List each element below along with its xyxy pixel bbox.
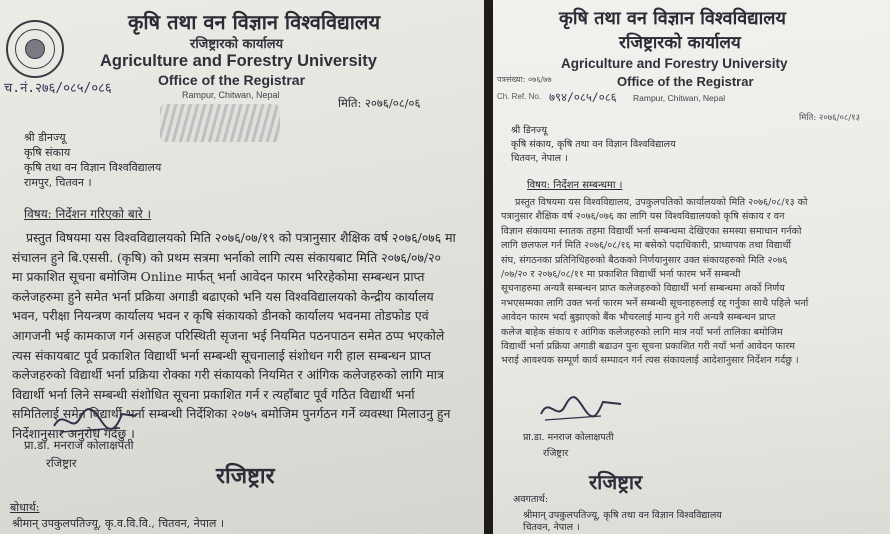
body-line: /०७/२० र २०७६/०८/११ मा प्रकाशित विद्यार्थी भर्ना फारम भर्ने सम्बन्धी: [501, 269, 741, 281]
body-line: विद्यार्थी भर्ना लिने सम्बन्धी संशोधित सूचना प्रकाशित गर्न र त्यहाँबाट पूर्व गठित विद्यार्थी भर्ना: [12, 386, 415, 402]
university-seal-icon: [6, 20, 64, 78]
body-line: कलेज बाहेक संकाय र आंगिक कलेजहरुको लागि मात्र नयाँ भर्ना तालिका बमोजिम: [501, 326, 783, 338]
letter-date: मिति: २०७६/०८/१३: [799, 113, 860, 123]
body-line: समितिलाई समेत विद्यार्थी भर्ना सम्बन्धी निर्देशिका २०७५ बमोजिम पुनर्गठन गर्ने व्यवस्था मिलाउनु हुन: [12, 406, 451, 422]
body-line: त्यस संकायबाट पूर्व प्रकाशित विद्यार्थी भर्ना सम्बन्धी सूचनालाई संशोधन गरी हाल सम्बन्धन प्राप्त: [12, 347, 431, 363]
body-line: विज्ञान संकायमा स्नातक तहमा विद्यार्थी भर्ना सम्बन्धमा देखिएका समस्या समाधान गर्नको: [501, 225, 802, 237]
body-line: पत्रानुसार शैक्षिक वर्ष २०७६/०७६ का लागि यस विश्वविद्यालयको कृषि संकाय र वन: [501, 211, 785, 223]
signatory-name: प्रा.डा. मनराज कोलाक्षपती: [24, 438, 134, 452]
addressee-line: चितवन, नेपाल ।: [511, 153, 568, 164]
signatory-title: रजिष्ट्रार: [46, 456, 77, 470]
addressee-line: श्री डीनज्यू: [24, 131, 66, 144]
signature-text: [503, 394, 507, 395]
office-name-np: रजिष्ट्रारको कार्यालय: [619, 33, 741, 53]
registrar-stamp: रजिष्ट्रार: [589, 470, 643, 494]
faded-area: [160, 104, 280, 142]
page-gap: [484, 0, 493, 534]
addressee-line: श्री डिनज्यू: [511, 125, 547, 136]
cc-line: श्रीमान् उपकुलपतिज्यू, कृ.व.वि.वि., चितवन, नेपाल ।: [12, 517, 224, 530]
addressee-line: कृषि संकाय: [24, 146, 71, 159]
body-line: संघ, संगठनका प्रतिनिधिहरुको बैठकको निर्णयानुसार उक्त संकायहरुको मिति २०७६: [501, 254, 788, 266]
cc-line: चितवन, नेपाल ।: [523, 522, 580, 533]
body-line: निर्देशानुसार अनुरोध गर्दछु ।: [12, 425, 135, 441]
letter-body: [501, 196, 808, 369]
registrar-stamp: रजिष्ट्रार: [216, 463, 275, 489]
body-line: प्रस्तुत विषयमा यस विश्वविद्यालय, उपकुलपतिको कार्यालयको मिति २०७६/०८/१३ को: [515, 197, 808, 208]
subject-line: विषय: निर्देशन सम्बन्धमा ।: [527, 180, 623, 191]
body-line: आवेदन फारम भर्दा बुझाएको बैंक भौचरलाई मान्य हुने गरी अन्यत्रै सम्बन्धन प्राप्त: [501, 312, 776, 324]
body-line: मा प्रकाशित सूचना बमोजिम Online मार्फत् भर्ना आवेदन फारम भरिरहेकोमा सम्बन्धन प्राप्त: [12, 269, 425, 285]
body-line: भराई आवश्यक सम्पूर्ण कार्य सम्पादन गर्न त्यस संकायलाई आदेशानुसार निर्देशन गर्दछु ।: [501, 355, 799, 367]
signatory-title: रजिष्ट्रार: [543, 448, 569, 459]
body-line: प्रस्तुत विषयमा यस विश्वविद्यालयको मिति २०७६/०७/१९ को पत्रानुसार शैक्षिक वर्ष २०७६/०७६ मा: [26, 230, 456, 245]
body-line: विद्यार्थी भर्ना प्रक्रिया अगाडी बढाउन पुनः सूचना प्रकाशित गरी नयाँ भर्ना आवेदन फारम: [501, 341, 795, 353]
addressee-line: रामपुर, चितवन ।: [24, 176, 92, 189]
signature-right: [537, 394, 627, 428]
body-line: कलेजहरुको विद्यार्थी भर्ना प्रक्रिया रोक्का गरी संकायको नियमित र आंगिक कलेजहरुको लागि मात्र: [12, 367, 444, 383]
reference-label: Ch. Ref. No.: [497, 92, 542, 101]
letter-date: मिति: २०७६/०८/०६: [338, 96, 421, 110]
body-line: आगजनी भई कामकाज गर्न असहज परिस्थिती सृजना भई नियमित पठनपाठन समेत ठप्प भएकोले: [12, 327, 445, 343]
signature-left: [50, 404, 140, 438]
office-name-en: Office of the Registrar: [617, 74, 754, 89]
university-name-np: कृषि तथा वन विज्ञान विश्वविद्यालय: [559, 8, 786, 29]
address-en: Rampur, Chitwan, Nepal: [633, 93, 726, 103]
cc-line: श्रीमान् उपकुलपतिज्यू, कृषि तथा वन विज्ञान विश्वविद्यालय: [523, 510, 722, 521]
body-line: नभएसम्मका लागि उक्त भर्ना फारम भर्ने सम्बन्धी सूचनाहरुलाई रद्द गर्नुका साथै पहिले भर्ना: [501, 297, 809, 309]
body-line: संचालन हुने बि.एससी. (कृषि) को प्रथम सत्रमा भर्नाको लागि त्यस संकायबाट मिति २०७६/०७/२०: [12, 249, 441, 265]
office-name-en: Office of the Registrar: [158, 72, 306, 88]
office-name-np: रजिष्ट्रारको कार्यालय: [190, 37, 284, 52]
letter-right: [493, 0, 890, 534]
body-line: भवन, परीक्षा नियन्त्रण कार्यालय भवन र कृषि संकायको डीनको कार्यालय भवनमा तोडफोड एवं: [12, 308, 429, 324]
university-name-np: कृषि तथा वन विज्ञान विश्वविद्यालय: [128, 10, 381, 34]
body-line: कलेजहरुमा हुने समेत भर्ना प्रक्रिया अगाडी बढाएको भनि यस विश्वविद्यालयको केन्द्रीय कार्यालय: [12, 288, 434, 304]
body-line: लागि छलफल गर्न मिति २०७६/०८/१६ मा बसेको पदाधिकारी, प्राध्यापक तथा विद्यार्थी: [501, 240, 792, 252]
body-line: सूचनाहरुमा अन्यत्रै सम्बन्धन प्राप्त कलेजहरुको विद्यार्थी भर्ना सम्बन्धमा अर्को निर्णय: [501, 283, 785, 295]
university-name-en: Agriculture and Forestry University: [100, 52, 377, 70]
addressee-block: [511, 124, 676, 166]
addressee-line: कृषि तथा वन विज्ञान विश्वविद्यालय: [24, 161, 162, 174]
page-number: पत्रसंख्या: ०७६/७७: [497, 75, 552, 84]
reference-number: च.नं.२७६/०८५/०८६: [4, 81, 112, 96]
address-en: Rampur, Chitwan, Nepal: [182, 90, 280, 100]
signature-text: [10, 402, 12, 403]
cc-label: अवगतार्थ:: [513, 494, 549, 505]
addressee-block: [24, 130, 161, 190]
university-name-en: Agriculture and Forestry University: [561, 56, 788, 71]
subject-line: विषय: निर्देशन गरिएको बारे ।: [24, 207, 152, 221]
addressee-line: कृषि संकाय, कृषि तथा वन विज्ञान विश्वविद्यालय: [511, 139, 676, 150]
reference-number: ७९४/०८५/०८६: [549, 90, 617, 104]
signatory-name: प्रा.डा. मनराज कोलाक्षपती: [523, 432, 614, 443]
cc-label: बोधार्थ:: [10, 501, 40, 514]
